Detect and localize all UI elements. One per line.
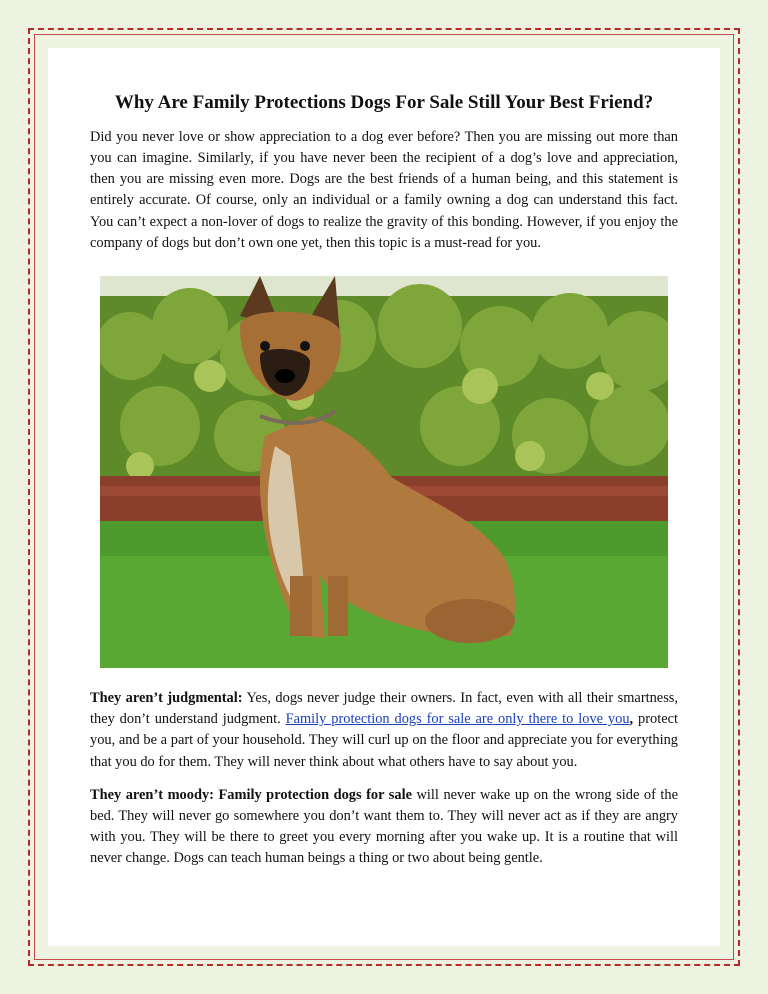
moody-bold-phrase: Family protection dogs for sale [213, 786, 412, 803]
family-protection-dogs-link[interactable]: Family protection dogs for sale are only there to love you [285, 711, 630, 728]
moody-text: will never wake up on the wrong side of the bed. They will never go somewhere you don’t want them to. They will never act as if they are angry with you. They will be there to greet you every morning after you wake up. It is a routine that will never change. Dogs can teach human beings a thing or two about being gentle. [90, 786, 678, 867]
dog-photo-illustration [100, 276, 668, 668]
moody-heading: They aren’t moody: [90, 786, 214, 803]
moody-paragraph [90, 785, 678, 870]
judgmental-text-before: Yes, dogs never judge their owners. In fact, even with all their smartness, they don’t understand judgment. [90, 690, 678, 728]
dog-photo [100, 276, 668, 668]
judgmental-heading: They aren’t judgmental: [90, 690, 243, 707]
intro-paragraph: Did you never love or show appreciation to a dog ever before? Then you are missing out more than you can imagine. Similarly, if you have never been the recipient of a dog’s love and appreciation, then you are missing even more. Dogs are the best friends of a human being, and this statement is entirely accurate. Of course, only an individual or a family owning a dog can understand this fact. You can’t expect a non-lover of dogs to realize the gravity of this bonding. However, if you enjoy the company of dogs but don’t own one yet, then this topic is a must-read for you. [90, 128, 678, 251]
document-content [90, 92, 678, 870]
document-page [48, 48, 720, 946]
judgmental-comma: , [629, 711, 634, 728]
judgmental-paragraph [90, 688, 678, 773]
document-title: Why Are Family Protections Dogs For Sale Still Your Best Friend? [114, 92, 654, 113]
judgmental-text-after: protect you, and be a part of your household. They will curl up on the floor and appreciate you for everything that you do for them. They will never think about what others have to say about you. [90, 711, 678, 770]
